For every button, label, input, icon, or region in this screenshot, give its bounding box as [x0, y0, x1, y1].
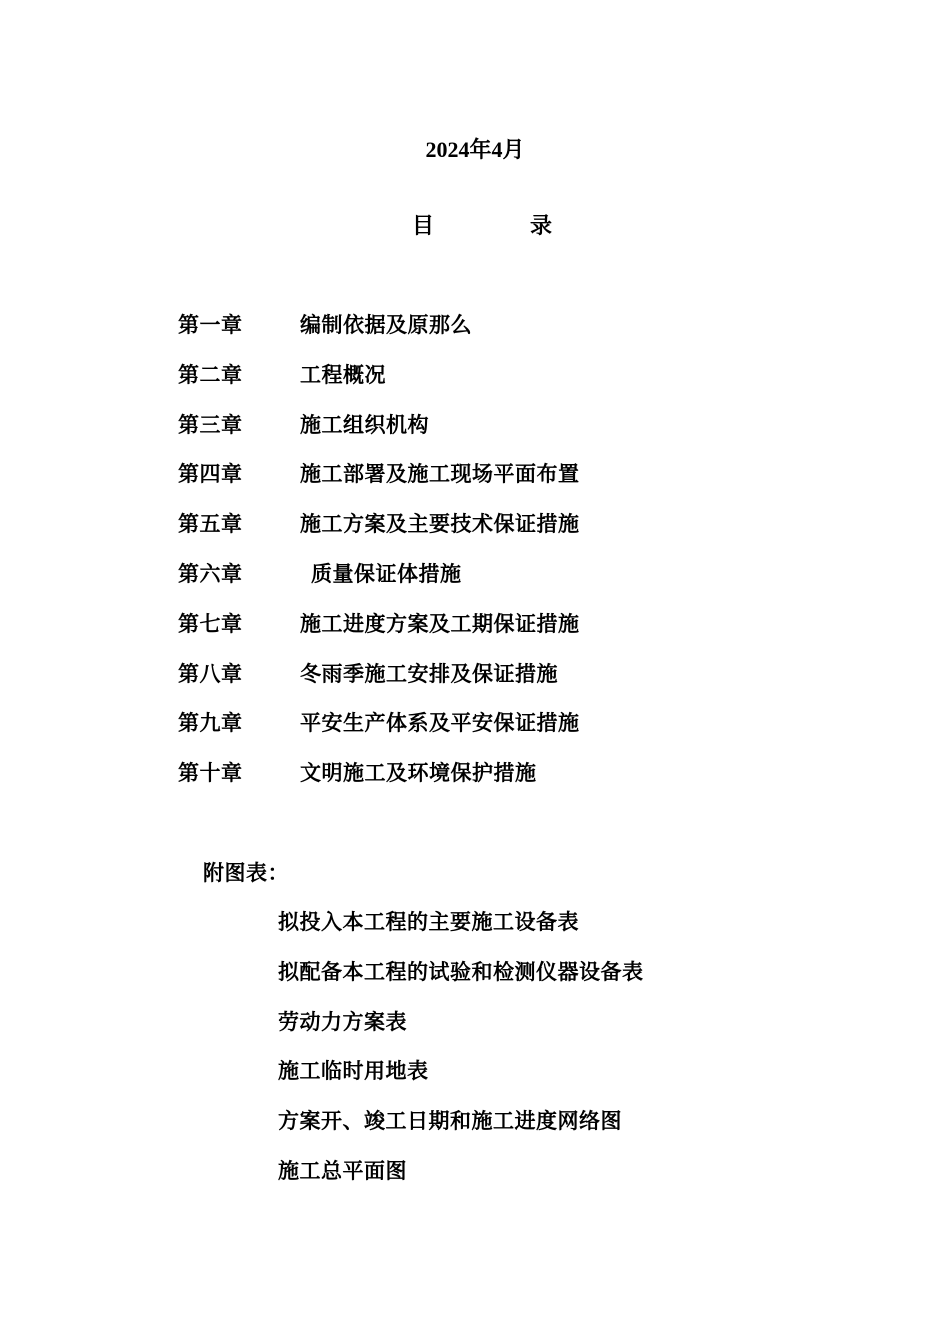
chapter-number: 第三章: [178, 411, 243, 437]
chapter-entry-4: [178, 458, 580, 508]
chapter-number: 第二章: [178, 361, 243, 387]
chapter-number: 第五章: [178, 511, 243, 537]
chapter-title: 文明施工及环境保护措施: [300, 760, 537, 786]
chapter-number: 第一章: [178, 312, 243, 337]
chapter-entry-1: [178, 309, 580, 359]
chapter-title: 施工部署及施工现场平面布置: [300, 461, 580, 487]
chapter-entry-10: [178, 757, 580, 807]
appendix-item-1: 拟投入本工程的主要施工设备表: [278, 909, 579, 934]
chapter-number: 第七章: [178, 610, 243, 636]
chapter-number: 第十章: [178, 760, 243, 786]
appendix-item-5: 方案开、竣工日期和施工进度网络图: [278, 1108, 622, 1134]
chapter-title: 编制依据及原那么: [300, 312, 472, 337]
appendix-item-4: 施工临时用地表: [278, 1058, 429, 1084]
chapter-number: 第九章: [178, 710, 243, 736]
chapter-entry-2: [178, 359, 580, 409]
toc-title-char-2: 录: [529, 213, 552, 239]
chapter-title: 平安生产体系及平安保证措施: [300, 710, 580, 736]
chapter-entry-7: [178, 608, 580, 658]
appendix-item-2: 拟配备本工程的试验和检测仪器设备表: [278, 958, 644, 984]
chapter-number: 第八章: [178, 660, 243, 686]
appendix-list: [278, 906, 644, 1205]
document-date: 2024年4月: [425, 137, 525, 162]
appendix-item-6: 施工总平面图: [278, 1157, 407, 1183]
chapter-number: 第六章: [178, 560, 243, 586]
toc-title: [412, 210, 552, 242]
chapter-entry-9: [178, 707, 580, 757]
toc-title-char-1: 目: [412, 213, 435, 239]
chapter-entry-3: [178, 409, 580, 459]
chapter-title: 施工组织机构: [300, 411, 429, 437]
chapter-title: 质量保证体措施: [311, 560, 462, 586]
appendix-item-3: 劳动力方案表: [278, 1008, 407, 1034]
chapter-entry-8: [178, 658, 580, 708]
chapter-entry-6: [178, 558, 580, 608]
chapter-number: 第四章: [178, 461, 243, 487]
chapter-title: 施工方案及主要技术保证措施: [300, 511, 580, 537]
chapter-title: 冬雨季施工安排及保证措施: [300, 660, 558, 686]
appendix-heading: 附图表：: [203, 860, 289, 885]
chapter-list: [178, 309, 580, 807]
chapter-title: 工程概况: [300, 361, 386, 387]
chapter-title: 施工进度方案及工期保证措施: [300, 610, 580, 636]
chapter-entry-5: [178, 508, 580, 558]
